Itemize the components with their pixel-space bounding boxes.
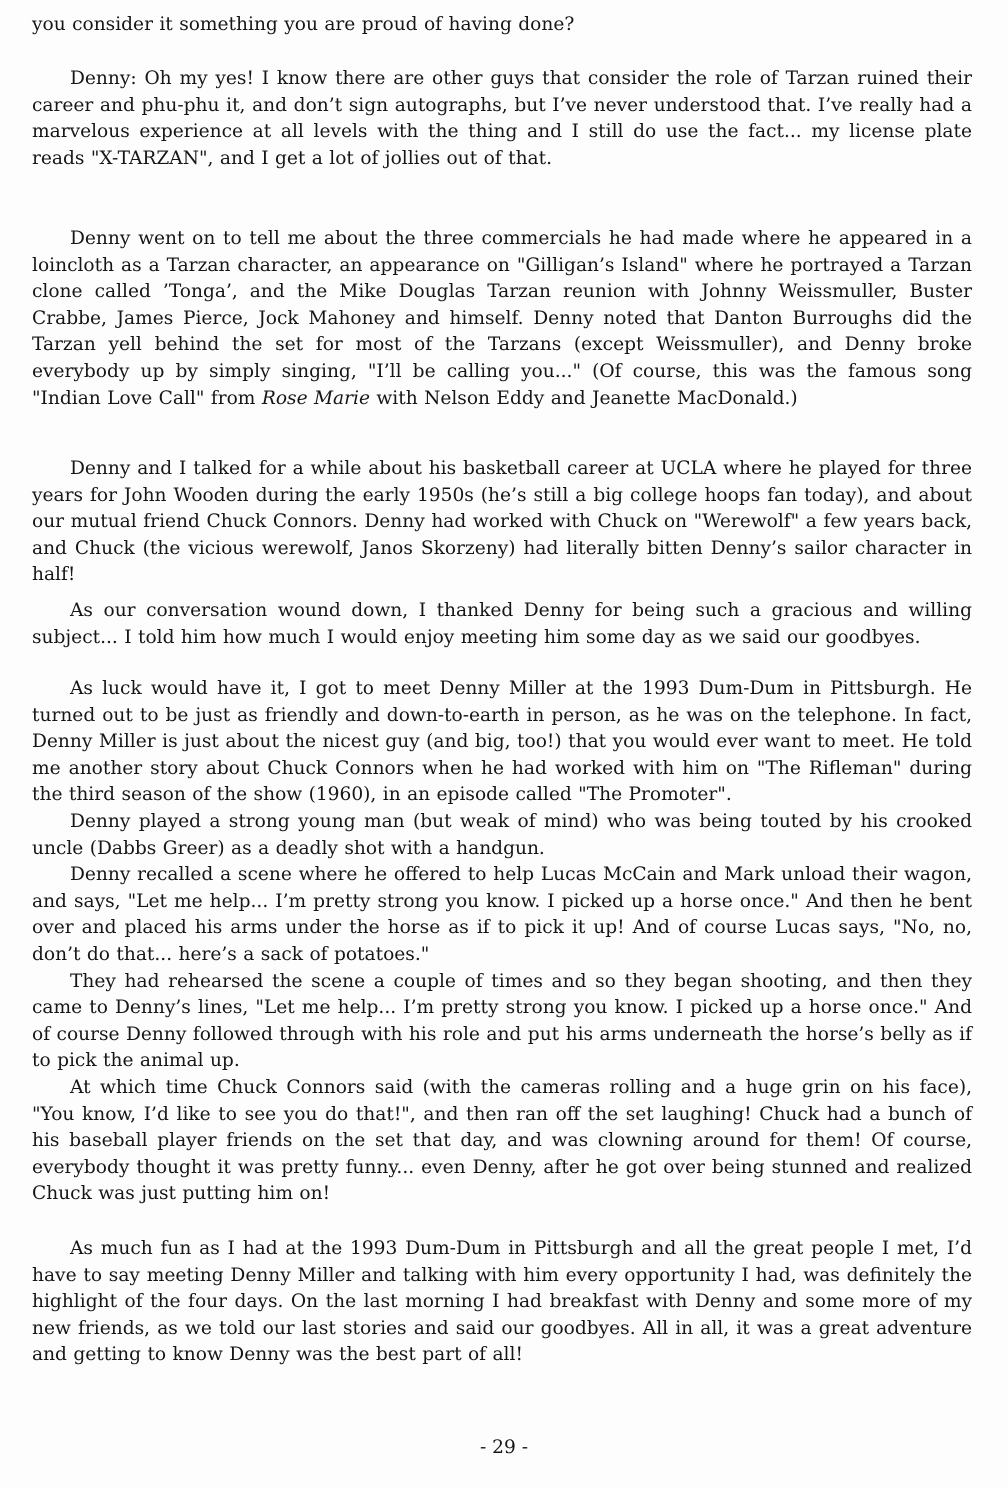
paragraph-rehearsal: They had rehearsed the scene a couple of times and so they began shooting, and then they came to Denny’s lines, "Let me help... I’m pretty strong you know. I picked up a horse once." And of course Denny followed through with his role and put his arms underneath the horse’s belly as if to pick the animal up.: [32, 970, 972, 1072]
text-block-intro: [32, 12, 972, 39]
paragraph-commercials-end: with Nelson Eddy and Jeanette MacDonald.): [369, 387, 798, 409]
paragraph-basketball: Denny and I talked for a while about his basketball career at UCLA where he played for three years for John Wooden during the early 1950s (he’s still a big college hoops fan today), and about our mutual friend Chuck Connors. Denny had worked with Chuck on "Werewolf" a few years back, and Chuck (the vicious werewolf, Janos Skorzeny) had literally bitten Denny’s sailor character in half!: [32, 458, 972, 586]
text-block-denny-answer: [32, 66, 972, 172]
paragraph-commercials: [32, 226, 972, 412]
paragraph-conclusion: As much fun as I had at the 1993 Dum-Dum in Pittsburgh and all the great people I met, I’d have to say meeting Denny Miller and talking with him every opportunity I had, was definitely the highlight of the four days. On the last morning I had breakfast with Denny and some more of my new friends, as we told our last stories and said our goodbyes. All in all, it was a great adventure and getting to know Denny was the best part of all!: [32, 1238, 972, 1366]
text-block-basketball: [32, 456, 972, 589]
paragraph-strong-man: Denny played a strong young man (but weak of mind) who was being touted by his crooked uncle (Dabbs Greer) as a deadly shot with a handgun.: [32, 810, 972, 859]
paragraph-goodbyes: As our conversation wound down, I thanked Denny for being such a gracious and willing subject... I told him how much I would enjoy meeting him some day as we said our goodbyes.: [32, 600, 972, 648]
paragraph-punchline: At which time Chuck Connors said (with the cameras rolling and a huge grin on his face), "You know, I’d like to see you do that!", and then ran off the set laughing! Chuck had a bunch of his baseball player friends on the set that day, and was clowning around for them! Of course, everybody thought it was pretty funny... even Denny, after he got over being stunned and realized Chuck was just putting him on!: [32, 1076, 972, 1205]
text-block-meeting: [32, 676, 972, 1208]
paragraph-meeting: As luck would have it, I got to meet Denny Miller at the 1993 Dum-Dum in Pittsburgh. He turned out to be just as friendly and down-to-earth in person, as he was on the telephone. In fact, Denny Miller is just about the nicest guy (and big, too!) that you would ever want to meet. He told me another story about Chuck Connors when he had worked with him on "The Rifleman" during the third season of the show (1960), in an episode called "The Promoter".: [32, 678, 972, 806]
text-block-goodbyes: [32, 598, 972, 651]
paragraph-question-end: you consider it something you are proud of having done?: [32, 14, 575, 35]
paragraph-scene: Denny recalled a scene where he offered to help Lucas McCain and Mark unload their wagon, and says, "Let me help... I’m pretty strong you know. I picked up a horse once." And then he bent over and placed his arms under the horse as if to pick it up! And of course Lucas says, "No, no, don’t do that... here’s a sack of potatoes.": [32, 864, 972, 965]
title-rose-marie: Rose Marie: [261, 387, 370, 409]
page-number: - 29 -: [479, 1437, 529, 1458]
text-block-commercials: [32, 226, 972, 412]
paragraph-denny-answer: Denny: Oh my yes! I know there are other guys that consider the role of Tarzan ruined their career and phu-phu it, and don’t sign autographs, but I’ve never understood that. I’ve really had a marvelous experience at all levels with the thing and I still do use the fact... my license plate reads "X-TARZAN", and I get a lot of jollies out of that.: [32, 68, 972, 169]
text-block-conclusion: [32, 1236, 972, 1369]
paragraph-commercials-text: Denny went on to tell me about the three commercials he had made where he appeared in a loincloth as a Tarzan character, an appearance on "Gilligan’s Island" where he portrayed a Tarzan clone called ’Tonga’, and the Mike Douglas Tarzan reunion with Johnny Weissmuller, Buster Crabbe, James Pierce, Jock Mahoney and himself. Denny noted that Danton Burroughs did the Tarzan yell behind the set for most of the Tarzans (except Weissmuller), and Denny broke everybody up by simply singing, "I’ll be calling you..." (Of course, this was the famous song "Indian Love Call" from: [32, 228, 972, 409]
